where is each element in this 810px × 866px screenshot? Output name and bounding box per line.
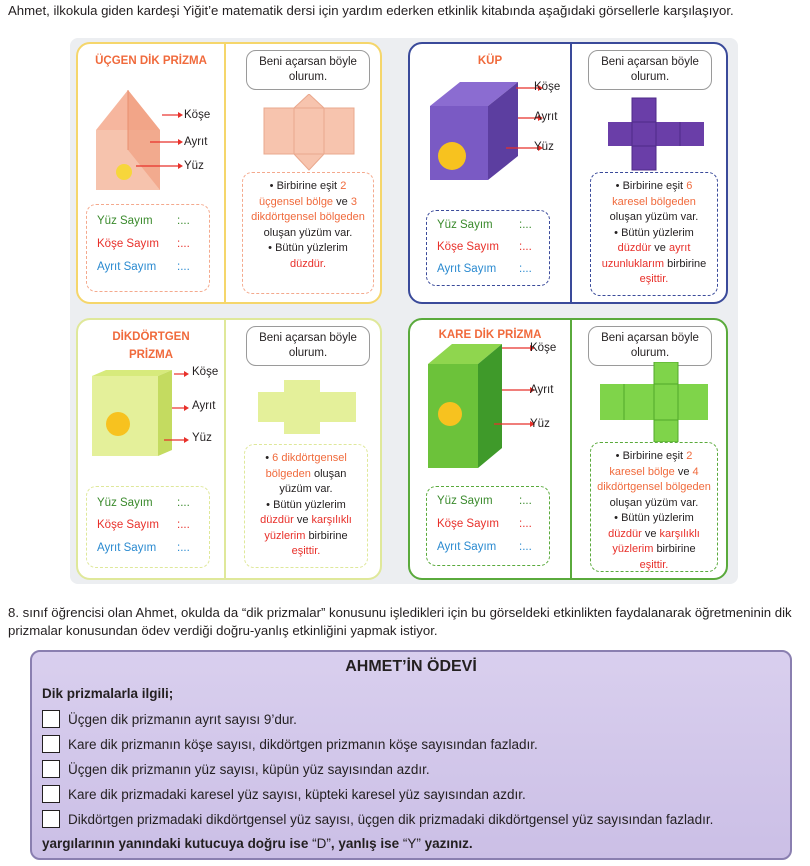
desc-text: Bütün yüzlerim — [621, 226, 694, 239]
count-yuz: Yüz Sayım — [437, 495, 493, 507]
desc-text: oluşan yüzüm var. — [609, 496, 699, 509]
desc-text: oluşan yüzüm var. — [263, 226, 353, 239]
statement-item — [42, 785, 526, 803]
instruction-text: , yanlış ise — [330, 836, 403, 851]
speech-bubble: Beni açarsan böyle olurum. — [588, 326, 712, 366]
homework-instruction — [42, 836, 473, 851]
desc-text: oluşan yüzüm var. — [609, 211, 699, 223]
label-ayrit: Ayrıt — [192, 400, 216, 412]
label-ayrit: Ayrıt — [184, 136, 208, 148]
count-yuz: Yüz Sayım — [97, 215, 153, 227]
label-ayrit: Ayrıt — [534, 111, 558, 123]
label-ayrit: Ayrıt — [530, 384, 554, 396]
description-box: • Birbirine eşit 2 karesel bölge ve 4 dikdörtgensel bölgeden oluşan yüzüm var. • Bütün yüzlerim düzdür ve karşılıklı yüzlerim birbirine eşittir. — [590, 442, 718, 572]
card-title: PRİZMA — [128, 349, 174, 361]
desc-highlight: 6 dikdörtgensel bölgeden — [265, 452, 347, 480]
desc-highlight: eşittir. — [639, 273, 669, 285]
desc-text: ve — [336, 195, 348, 208]
count-box — [426, 210, 550, 286]
label-kose: Köşe — [534, 81, 561, 93]
activity-panel — [70, 38, 738, 584]
card-title: KÜP — [477, 55, 503, 67]
desc-highlight: 3 dikdörtgensel bölgeden — [251, 195, 365, 223]
label-yuz: Yüz — [534, 141, 554, 153]
desc-text: Bütün yüzlerim — [621, 512, 694, 524]
triangular-prism-net — [254, 94, 364, 184]
statement-text: Kare dik prizmadaki karesel yüz sayısı, küpteki karesel yüz sayısından azdır. — [68, 786, 526, 802]
homework-box — [30, 650, 792, 860]
count-box — [86, 486, 210, 568]
statement-text: Dikdörtgen prizmadaki dikdörtgensel yüz sayısı, üçgen dik prizmadaki dikdörtgensel yüz sayısından fazladır. — [68, 811, 714, 827]
count-yuz: Yüz Sayım — [97, 497, 153, 509]
count-blank: :... — [519, 219, 532, 231]
desc-text: ve — [644, 527, 657, 540]
count-yuz: Yüz Sayım — [437, 219, 493, 231]
homework-title: AHMET’İN ÖDEVİ — [345, 658, 477, 675]
card-title: KARE DİK PRİZMA — [438, 329, 542, 341]
answer-checkbox[interactable] — [42, 735, 60, 753]
desc-text: Bütün yüzlerim — [273, 498, 346, 511]
description-box: • 6 dikdörtgensel bölgeden oluşan yüzüm var. • Bütün yüzlerim düzdür ve karşılıklı yüzlerim birbirine eşittir. — [244, 444, 368, 568]
desc-highlight: ayrıt uzunluklarım — [601, 242, 691, 270]
statement-text: Üçgen dik prizmanın yüz sayısı, küpün yüz sayısından azdır. — [68, 761, 430, 777]
label-yuz: Yüz — [530, 418, 550, 430]
answer-checkbox[interactable] — [42, 785, 60, 803]
card-square-prism — [408, 318, 728, 580]
desc-highlight: eşittir. — [291, 545, 321, 557]
label-yuz: Yüz — [184, 160, 204, 172]
description-box: • Birbirine eşit 6 karesel bölgeden oluşan yüzüm var. • Bütün yüzlerim düzdür ve ayrıt uzunluklarım birbirine eşittir. — [590, 172, 718, 296]
answer-checkbox[interactable] — [42, 710, 60, 728]
label-kose: Köşe — [192, 366, 219, 378]
card-rectangular-prism — [76, 318, 382, 580]
desc-text: oluşan yüzüm var. — [279, 467, 347, 495]
count-blank: :... — [519, 495, 532, 507]
desc-text: ve — [296, 514, 309, 526]
desc-highlight: 2 karesel bölge — [609, 450, 693, 478]
card-cube — [408, 42, 728, 304]
count-blank: :... — [177, 238, 190, 250]
desc-text: birbirine — [667, 257, 707, 270]
rectangular-prism-illustration — [86, 370, 226, 480]
count-blank: :... — [519, 263, 532, 275]
desc-highlight: düzdür — [617, 242, 652, 254]
statement-item — [42, 710, 297, 728]
count-blank: :... — [177, 261, 190, 273]
desc-highlight: 6 karesel bölgeden — [612, 180, 696, 208]
statement-item — [42, 810, 713, 828]
count-ayrit: Ayrıt Sayım — [437, 541, 497, 553]
count-ayrit: Ayrıt Sayım — [97, 261, 157, 273]
desc-text: Birbirine eşit — [276, 180, 338, 192]
desc-highlight: düzdür. — [289, 257, 327, 270]
instruction-d: “D” — [312, 836, 331, 851]
square-prism-net — [594, 362, 714, 442]
count-kose: Köşe Sayım — [437, 518, 499, 530]
desc-highlight: 2 üçgensel bölge — [259, 180, 347, 208]
description-box: • Birbirine eşit 2 üçgensel bölge ve 3 dikdörtgensel bölgeden oluşan yüzüm var. • Bütün yüzlerim düzdür. — [242, 172, 374, 294]
cube-net — [600, 96, 710, 176]
count-ayrit: Ayrıt Sayım — [437, 263, 497, 275]
count-blank: :... — [177, 497, 190, 509]
square-prism-illustration — [420, 344, 570, 484]
desc-text: birbirine — [308, 529, 348, 542]
desc-text: Birbirine eşit — [622, 450, 684, 462]
instruction-y: “Y” — [402, 836, 421, 851]
smiley-icon — [116, 164, 132, 180]
label-kose: Köşe — [530, 342, 557, 354]
smiley-icon — [438, 142, 466, 170]
count-blank: :... — [519, 541, 532, 553]
count-blank: :... — [519, 241, 532, 253]
statement-text: Kare dik prizmanın köşe sayısı, dikdörtgen prizmanın köşe sayısından fazladır. — [68, 736, 538, 752]
desc-text: Bütün yüzlerim — [275, 242, 348, 254]
desc-highlight: düzdür — [608, 527, 642, 540]
desc-highlight: eşittir. — [639, 558, 669, 571]
desc-highlight: 4 dikdörtgensel bölgeden — [597, 465, 711, 493]
desc-text: ve — [677, 465, 690, 478]
count-blank: :... — [177, 519, 190, 531]
statement-item — [42, 760, 430, 778]
count-kose: Köşe Sayım — [437, 241, 499, 253]
card-title: DİKDÖRTGEN — [112, 331, 190, 343]
speech-bubble: Beni açarsan böyle olurum. — [246, 50, 370, 90]
desc-highlight: karşılıklı yüzlerim — [612, 527, 700, 555]
count-kose: Köşe Sayım — [97, 238, 159, 250]
statement-item — [42, 735, 538, 753]
label-yuz: Yüz — [192, 432, 212, 444]
homework-subtitle: Dik prizmalarla ilgili; — [42, 686, 174, 701]
desc-highlight: düzdür — [260, 514, 294, 526]
label-kose: Köşe — [184, 109, 211, 121]
count-ayrit: Ayrıt Sayım — [97, 542, 157, 554]
count-blank: :... — [177, 542, 190, 554]
instruction-text: yazınız. — [420, 836, 473, 851]
desc-text: Birbirine eşit — [622, 180, 684, 192]
count-blank: :... — [519, 518, 532, 530]
count-kose: Köşe Sayım — [97, 519, 159, 531]
desc-highlight: karşılıklı yüzlerim — [264, 514, 352, 542]
rectangular-prism-net — [254, 378, 364, 438]
count-box — [86, 204, 210, 292]
intro-text: Ahmet, ilkokula giden kardeşi Yiğit’e matematik dersi için yardım ederken etkinlik kitabında aşağıdaki görsellerle karşılaşıyor. — [8, 3, 734, 18]
speech-bubble: Beni açarsan böyle olurum. — [588, 50, 712, 90]
desc-text: birbirine — [656, 543, 696, 555]
count-box — [426, 486, 550, 566]
question-text: 8. sınıf öğrencisi olan Ahmet, okulda da “dik prizmalar” konusunu işledikleri için bu görseldeki etkinlikten faydalanarak öğretmeninin dik prizmalar konusundan ödev verdiği doğru-yanlış etkinliğini yapmak istiyor. — [8, 605, 792, 638]
speech-bubble: Beni açarsan böyle olurum. — [246, 326, 370, 366]
smiley-icon — [106, 412, 130, 436]
desc-text: ve — [654, 242, 666, 254]
answer-checkbox[interactable] — [42, 810, 60, 828]
smiley-icon — [438, 402, 462, 426]
answer-checkbox[interactable] — [42, 760, 60, 778]
card-title: ÜÇGEN DİK PRİZMA — [95, 55, 207, 67]
count-blank: :... — [177, 215, 190, 227]
instruction-text: yargılarının yanındaki kutucuya doğru ise — [42, 836, 313, 851]
statement-text: Üçgen dik prizmanın ayrıt sayısı 9’dur. — [68, 711, 297, 727]
card-triangular-prism — [76, 42, 382, 304]
